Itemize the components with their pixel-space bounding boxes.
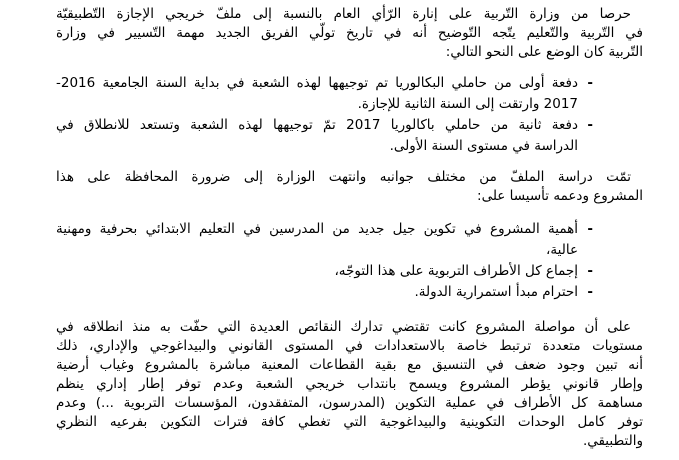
- text-line: تمّت دراسة الملفّ من مختلف جوانبه وانتهت الوزارة إلى ضرورة المحافظة على هذا: [56, 169, 631, 185]
- bullet-item-state-continuity: [56, 282, 643, 303]
- text-line: توفر كامل الوحدات التكوينية والبيداغوجية التي تغطي كافة فترات التكوين بفرعيه النظري: [56, 414, 643, 430]
- bullet-dash-icon: -: [587, 117, 593, 133]
- paragraph-shortcomings: [56, 318, 643, 451]
- text-line: إجماع كل الأطراف التربوية على هذا التوجّه،: [334, 263, 578, 279]
- bullet-dash-icon: -: [587, 284, 593, 300]
- bullet-dash-icon: -: [587, 75, 593, 91]
- bullet-dash-icon: -: [587, 221, 593, 237]
- text-line: حرصا من وزارة التّربية على إنارة الرّأي العام بالنسبة إلى ملفّ خريجي الإجازة التّطبيقيّة: [56, 6, 631, 22]
- text-line: عالية،: [546, 242, 578, 258]
- text-line: دفعة أولى من حاملي البكالوريا تم توجيهها لهذه الشعبة في بداية السنة الجامعية 2016-: [56, 75, 578, 91]
- paragraph-study-conclusion: [56, 168, 643, 206]
- bullet-list-justifications: [56, 219, 643, 303]
- text-line: على أن مواصلة المشروع كانت تقتضي تدارك النقائص العديدة التي حفّت به منذ انطلاقه في: [56, 319, 631, 335]
- text-line: والتطبيقي.: [582, 433, 643, 449]
- text-line: احترام مبدأ استمرارية الدولة.: [414, 284, 578, 300]
- text-line: المشروع ودعمه تأسيسا على:: [477, 188, 643, 204]
- bullet-item-first-batch: [56, 73, 643, 115]
- bullet-item-consensus: [56, 261, 643, 282]
- text-line: الدراسة في مستوى السنة الأولى.: [389, 138, 578, 154]
- text-line: في التّربية والتّعليم يتّجه التّوضيح أنه في تاريخ تولّي الفريق الجديد مهمة التّسيير في وزارة: [56, 25, 643, 41]
- text-line: مستويات متعددة ترتبط خاصة بالاستعدادات في المستوى القانوني والبيداغوجي والإداري، ذلك: [56, 338, 643, 354]
- paragraph-intro: [56, 5, 643, 62]
- text-line: دفعة ثانية من حاملي باكالوريا 2017 تمّ توجيهها لهذه الشعبة وتستعد للانطلاق في: [56, 117, 578, 133]
- text-line: وإطار قانوني يؤطر المشروع ويسمح بانتداب خريجي الشعبة وعدم توفر إطار إداري ينظم: [56, 376, 643, 392]
- text-line: أنه تبين وجود ضعف في التنسيق مع بقية القطاعات المعنية مباشرة بالمشروع وغياب أرضية: [56, 357, 643, 373]
- bullet-list-batches: [56, 73, 643, 157]
- bullet-item-importance: [56, 219, 643, 261]
- bullet-item-second-batch: [56, 115, 643, 157]
- text-line: أهمية المشروع في تكوين جيل جديد من المدرسين في التعليم الابتدائي بحرفية ومهنية: [56, 221, 578, 237]
- text-line: التّربية كان الوضع على النحو التالي:: [445, 44, 643, 60]
- text-line: 2017 وارتقت إلى السنة الثانية للإجازة.: [357, 96, 578, 112]
- text-line: مساهمة كل الأطراف في عملية التكوين (المدرسون، المتفقدون، المؤسسات التربوية ...) وعدم: [56, 395, 643, 411]
- bullet-dash-icon: -: [587, 263, 593, 279]
